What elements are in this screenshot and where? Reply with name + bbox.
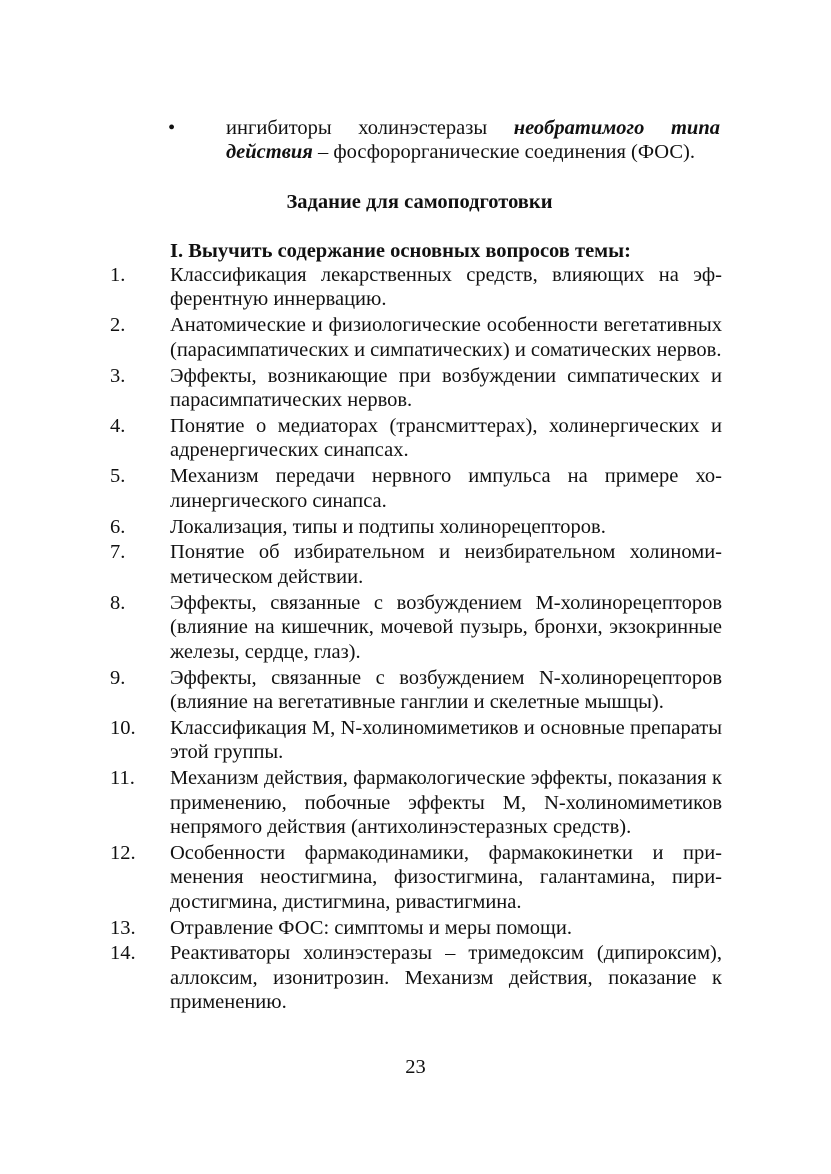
question-item <box>110 464 722 513</box>
bullet-item <box>168 116 720 165</box>
question-text: Анатомические и физиологические особенности вегетативных (парасимпатических и симпатических) и соматических нервов. <box>170 314 722 361</box>
question-text: Понятие о медиаторах (трансмиттерах), холинергических и адренергических синапсах. <box>170 414 722 462</box>
question-number: 7. <box>110 541 126 564</box>
question-number: 5. <box>110 465 126 488</box>
question-item <box>110 364 722 413</box>
question-text: Отравление ФОС: симптомы и меры помощи. <box>170 916 572 939</box>
question-number: 2. <box>110 314 126 337</box>
question-number: 3. <box>110 364 126 387</box>
section-title: Задание для самоподготовки <box>286 191 553 213</box>
question-number: 1. <box>110 264 126 286</box>
question-text: Классификация М, N-холиномиметиков и основные препараты этой группы. <box>170 716 722 764</box>
bullet-text-rest: – фосфорорганические соединения (ФОС). <box>312 141 695 164</box>
question-item <box>110 841 722 914</box>
question-item <box>110 263 722 312</box>
question-item <box>110 414 722 463</box>
bullet-text-emphasis: необратимого типа действия <box>226 117 720 164</box>
question-item <box>110 540 722 589</box>
question-item <box>110 515 722 539</box>
question-item <box>110 591 722 664</box>
bullet-text-plain: ингибиторы холинэстеразы <box>226 117 514 139</box>
question-item <box>110 716 722 765</box>
question-text: Особенности фармакодинамики, фармакокинетки и применения неостигмина, физостигмина, галантамина, пиридостигмина, дистигмина, ривастигмина. <box>170 841 722 913</box>
page-number: 23 <box>405 1056 426 1078</box>
questions-list <box>110 263 722 1016</box>
question-item <box>110 313 722 362</box>
question-number: 12. <box>110 841 136 864</box>
question-text: Реактиваторы холинэстеразы – тримедоксим (дипироксим), аллоксим, изонитрозин. Механизм действия, показание к применению. <box>170 942 722 1014</box>
question-number: 8. <box>110 591 126 614</box>
task-heading: I. Выучить содержание основных вопросов темы: <box>170 240 631 262</box>
question-number: 14. <box>110 942 136 965</box>
question-number: 6. <box>110 515 126 538</box>
question-number: 4. <box>110 414 126 437</box>
question-text: Эффекты, связанные с возбуждением М-холинорецепторов (влияние на кишечник, мочевой пузырь, бронхи, экзокринные железы, сердце, глаз). <box>170 591 722 663</box>
question-item <box>110 916 722 940</box>
question-number: 11. <box>110 767 135 790</box>
question-text: Понятие об избирательном и неизбирательном холиномиметическом действии. <box>170 541 722 588</box>
question-item <box>110 766 722 839</box>
bullet-text <box>226 116 720 165</box>
question-item <box>110 941 722 1014</box>
bullet-dot: • <box>168 117 176 139</box>
question-text: Локализация, типы и подтипы холинорецепторов. <box>170 515 606 538</box>
question-text: Эффекты, связанные с возбуждением N-холинорецепторов (влияние на вегетативные ганглии и скелетные мышцы). <box>170 666 722 713</box>
question-text: Механизм действия, фармакологические эффекты, показания к применению, побочные эффекты М, N-холиномиметиков непрямого действия (антихолинэстеразных средств). <box>170 767 722 838</box>
question-text: Эффекты, возникающие при возбуждении симпатических и парасимпатических нервов. <box>170 364 722 412</box>
question-number: 13. <box>110 916 136 939</box>
question-text: Классификация лекарственных средств, влияющих на эфферентную иннервацию. <box>170 264 722 311</box>
question-number: 9. <box>110 666 126 689</box>
question-number: 10. <box>110 716 136 739</box>
question-item <box>110 666 722 715</box>
question-text: Механизм передачи нервного импульса на примере холинергического синапса. <box>170 465 722 512</box>
